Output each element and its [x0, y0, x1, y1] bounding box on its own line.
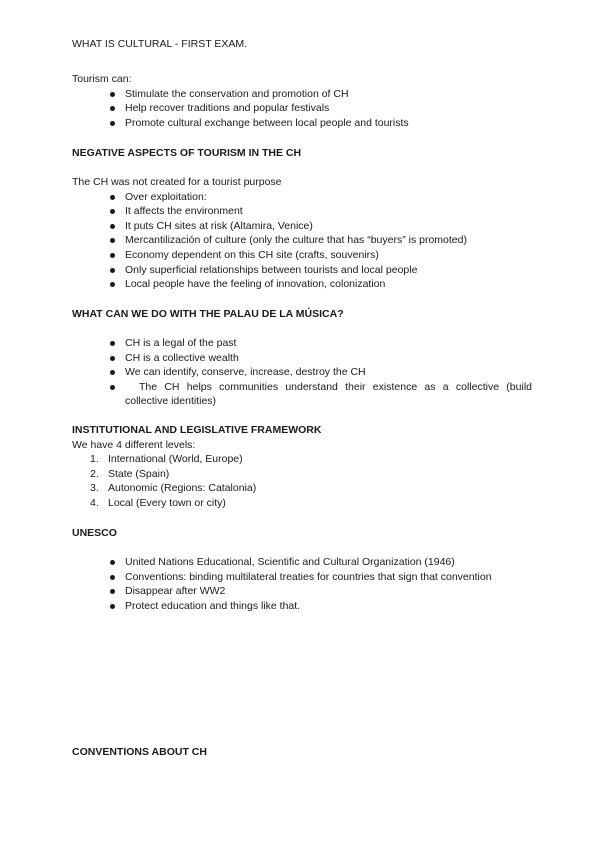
list-item: It puts CH sites at risk (Altamira, Venice) [72, 219, 532, 234]
list-item: Stimulate the conservation and promotion of CH [72, 87, 532, 102]
list-item: It affects the environment [72, 204, 532, 219]
list-item: CH is a legal of the past [72, 336, 532, 351]
intro-section [72, 72, 532, 130]
list-item-text: Autonomic (Regions: Catalonia) [108, 482, 257, 495]
list-item-text: State (Spain) [108, 467, 170, 480]
intro-list [72, 87, 532, 131]
list-number: 3. [90, 482, 99, 495]
section-heading: WHAT CAN WE DO WITH THE PALAU DE LA MÚSICA? [72, 308, 344, 320]
list-number: 4. [90, 496, 99, 509]
list-item: Over exploitation: [72, 190, 532, 205]
list-item [72, 467, 532, 482]
list-item [72, 496, 532, 511]
list-item [72, 452, 532, 467]
palau-section [72, 307, 532, 322]
unesco-section [72, 526, 532, 541]
negative-body [72, 175, 532, 292]
section-heading: CONVENTIONS ABOUT CH [72, 746, 207, 758]
framework-lead: We have 4 different levels: [72, 438, 196, 451]
list-item [72, 481, 532, 496]
framework-list [72, 452, 532, 510]
negative-section [72, 146, 532, 161]
list-item-text: Local (Every town or city) [108, 496, 226, 509]
list-item: United Nations Educational, Scientific and Cultural Organization (1946) [72, 555, 532, 570]
list-item: Conventions: binding multilateral treaties for countries that sign that convention [72, 570, 532, 585]
list-item: Mercantilización of culture (only the culture that has “buyers” is promoted) [72, 233, 532, 248]
list-item [72, 380, 532, 409]
document-title: WHAT IS CULTURAL - FIRST EXAM. [72, 38, 248, 50]
negative-list [72, 190, 532, 292]
list-item: Local people have the feeling of innovation, colonization [72, 277, 532, 292]
unesco-body [72, 555, 532, 613]
list-item: CH is a collective wealth [72, 351, 532, 366]
list-item: Economy dependent on this CH site (crafts, souvenirs) [72, 248, 532, 263]
section-heading: NEGATIVE ASPECTS OF TOURISM IN THE CH [72, 147, 302, 159]
list-item-text: The CH helps communities understand their existence as a collective (build collective identities) [125, 380, 532, 408]
list-number: 2. [90, 467, 99, 480]
negative-lead: The CH was not created for a tourist purpose [72, 176, 282, 188]
list-item: Disappear after WW2 [72, 584, 532, 599]
palau-list [72, 336, 532, 409]
list-item: Promote cultural exchange between local people and tourists [72, 116, 532, 131]
conventions-section [72, 745, 532, 760]
list-item: We can identify, conserve, increase, destroy the CH [72, 365, 532, 380]
list-item: Help recover traditions and popular festivals [72, 101, 532, 116]
unesco-list [72, 555, 532, 613]
list-item: Only superficial relationships between tourists and local people [72, 263, 532, 278]
framework-section [72, 423, 532, 511]
section-heading: UNESCO [72, 527, 117, 539]
section-heading: INSTITUTIONAL AND LEGISLATIVE FRAMEWORK [72, 424, 322, 436]
palau-body [72, 336, 532, 409]
list-number: 1. [90, 453, 99, 466]
list-item: Protect education and things like that. [72, 599, 532, 614]
intro-lead: Tourism can: [72, 73, 132, 85]
list-item-text: International (World, Europe) [108, 453, 243, 466]
